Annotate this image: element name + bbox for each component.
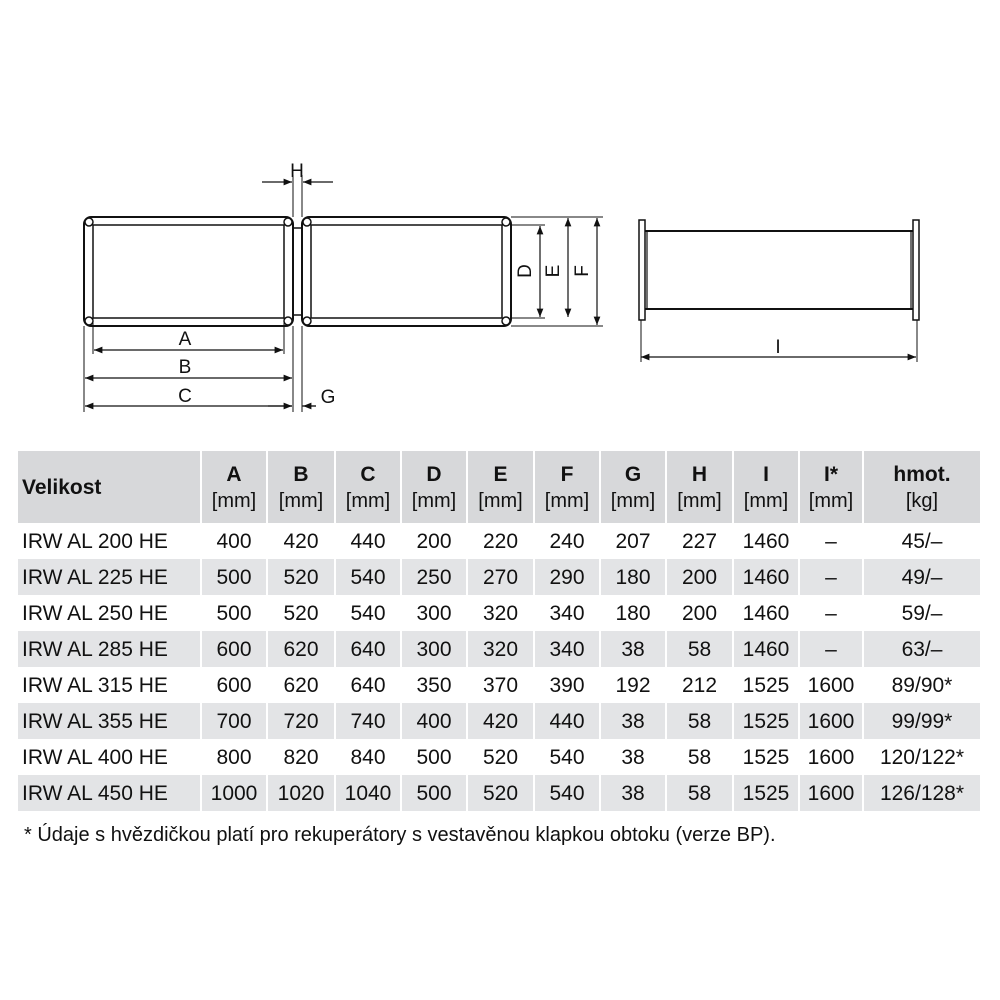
column-header-label: B	[293, 462, 309, 486]
value-cell: 200	[667, 559, 734, 595]
label-e: E	[543, 264, 564, 278]
table-row	[18, 703, 980, 739]
column-header-label: H	[691, 462, 708, 486]
value-cell: 1460	[734, 595, 800, 631]
value-cell: 200	[402, 523, 468, 559]
label-f: F	[572, 265, 593, 277]
value-cell: 700	[202, 703, 268, 739]
size-name-cell: IRW AL 355 HE	[18, 703, 202, 739]
value-cell: 212	[667, 667, 734, 703]
column-header-label: F	[560, 462, 574, 486]
value-cell: 540	[535, 775, 601, 811]
value-cell: 320	[468, 595, 535, 631]
column-header-unit: [kg]	[905, 489, 939, 512]
value-cell: 99/99*	[864, 703, 980, 739]
value-cell: 520	[468, 775, 535, 811]
column-header-label: D	[426, 462, 442, 486]
value-cell: 1460	[734, 631, 800, 667]
value-cell: 180	[601, 595, 667, 631]
value-cell: 640	[336, 667, 402, 703]
value-cell: 300	[402, 631, 468, 667]
value-cell: 63/–	[864, 631, 980, 667]
value-cell: 620	[268, 631, 336, 667]
value-cell: 250	[402, 559, 468, 595]
column-header: Velikost	[18, 451, 202, 523]
label-g: G	[320, 387, 336, 408]
value-cell: 220	[468, 523, 535, 559]
size-name-cell: IRW AL 225 HE	[18, 559, 202, 595]
spec-table	[18, 451, 980, 811]
value-cell: 420	[268, 523, 336, 559]
value-cell: 420	[468, 703, 535, 739]
column-header-label: G	[624, 462, 642, 486]
value-cell: 500	[202, 559, 268, 595]
value-cell: 540	[336, 595, 402, 631]
size-name-cell: IRW AL 285 HE	[18, 631, 202, 667]
value-cell: 58	[667, 739, 734, 775]
value-cell: 340	[535, 631, 601, 667]
value-cell: 1040	[336, 775, 402, 811]
value-cell: 820	[268, 739, 336, 775]
value-cell: 1460	[734, 559, 800, 595]
value-cell: 300	[402, 595, 468, 631]
value-cell: 38	[601, 703, 667, 739]
table-row	[18, 739, 980, 775]
value-cell: 620	[268, 667, 336, 703]
value-cell: 500	[402, 739, 468, 775]
value-cell: 370	[468, 667, 535, 703]
column-header	[402, 451, 468, 523]
size-name-cell: IRW AL 200 HE	[18, 523, 202, 559]
column-header-unit: [mm]	[211, 489, 257, 512]
value-cell: 600	[202, 631, 268, 667]
column-header-unit: [mm]	[677, 489, 722, 512]
value-cell: 207	[601, 523, 667, 559]
column-header-label: I	[763, 462, 769, 486]
value-cell: 1525	[734, 703, 800, 739]
value-cell: 290	[535, 559, 601, 595]
value-cell: 350	[402, 667, 468, 703]
value-cell: 270	[468, 559, 535, 595]
column-header-unit: [mm]	[610, 489, 656, 512]
value-cell: 800	[202, 739, 268, 775]
value-cell: 720	[268, 703, 336, 739]
label-i: I	[775, 337, 781, 358]
column-header	[667, 451, 734, 523]
column-header-label: I*	[823, 462, 838, 486]
value-cell: 520	[268, 559, 336, 595]
value-cell: 640	[336, 631, 402, 667]
column-header-label: hmot.	[893, 462, 951, 486]
value-cell: 1525	[734, 775, 800, 811]
value-cell: 49/–	[864, 559, 980, 595]
value-cell: 120/122*	[879, 745, 965, 769]
column-header-label: C	[360, 462, 376, 486]
label-b: B	[178, 357, 192, 378]
size-name-cell: IRW AL 315 HE	[18, 667, 202, 703]
column-header-unit: [mm]	[544, 489, 590, 512]
table-row	[18, 775, 980, 811]
size-name-cell: IRW AL 400 HE	[18, 739, 202, 775]
value-cell: 1525	[734, 667, 800, 703]
column-header	[800, 451, 864, 523]
value-cell: 340	[535, 595, 601, 631]
value-cell: 58	[667, 775, 734, 811]
value-cell: 1525	[734, 739, 800, 775]
value-cell: 540	[535, 739, 601, 775]
front-view	[84, 217, 511, 326]
column-header	[601, 451, 667, 523]
value-cell: 500	[202, 595, 268, 631]
value-cell: 320	[468, 631, 535, 667]
label-a: A	[178, 329, 192, 350]
column-header	[468, 451, 535, 523]
table-header-row	[18, 451, 980, 523]
column-header	[535, 451, 601, 523]
label-d: D	[515, 264, 536, 278]
value-cell: 180	[601, 559, 667, 595]
value-cell: 1600	[800, 775, 864, 811]
value-cell: 840	[336, 739, 402, 775]
label-h: H	[290, 161, 304, 182]
column-header-unit: [mm]	[478, 489, 523, 512]
value-cell: –	[800, 631, 864, 667]
value-cell: 192	[601, 667, 667, 703]
value-cell: –	[800, 595, 864, 631]
value-cell: 126/128*	[864, 775, 980, 811]
value-cell: 89/90*	[891, 673, 953, 697]
value-cell: 390	[535, 667, 601, 703]
column-header	[202, 451, 268, 523]
value-cell: 58	[667, 631, 734, 667]
value-cell: 227	[667, 523, 734, 559]
value-cell: 59/–	[901, 601, 943, 625]
value-cell: 740	[336, 703, 402, 739]
table-row	[18, 523, 980, 559]
label-c: C	[178, 386, 192, 407]
value-cell: 500	[402, 775, 468, 811]
value-cell: 200	[667, 595, 734, 631]
footnote: * Údaje s hvězdičkou platí pro rekuperátory s vestavěnou klapkou obtoku (verze BP).	[24, 824, 776, 846]
size-name-cell: IRW AL 450 HE	[18, 775, 202, 811]
value-cell: 58	[667, 703, 734, 739]
table-row	[18, 595, 980, 631]
table-body	[18, 523, 980, 811]
value-cell: 1600	[800, 667, 864, 703]
column-header	[864, 451, 980, 523]
column-header	[734, 451, 800, 523]
value-cell: 1600	[800, 739, 864, 775]
column-header-unit: [mm]	[743, 489, 789, 512]
value-cell: –	[800, 559, 864, 595]
value-cell: 45/–	[901, 529, 943, 553]
value-cell: 400	[202, 523, 268, 559]
column-header-label: A	[226, 462, 242, 486]
column-header-unit: [mm]	[278, 489, 324, 512]
column-header	[336, 451, 402, 523]
value-cell: –	[800, 523, 864, 559]
value-cell: 1600	[800, 703, 864, 739]
column-header	[268, 451, 336, 523]
value-cell: 540	[336, 559, 402, 595]
column-header-label: E	[493, 462, 508, 486]
size-name-cell: IRW AL 250 HE	[18, 595, 202, 631]
value-cell: 400	[402, 703, 468, 739]
technical-drawing	[0, 0, 1000, 440]
value-cell: 38	[601, 631, 667, 667]
value-cell: 440	[535, 703, 601, 739]
value-cell: 520	[268, 595, 336, 631]
value-cell: 520	[468, 739, 535, 775]
table-row	[18, 559, 980, 595]
value-cell: 1460	[734, 523, 800, 559]
table-row	[18, 631, 980, 667]
column-header-unit: [mm]	[808, 489, 854, 512]
column-header-unit: [mm]	[411, 489, 457, 512]
value-cell: 38	[601, 739, 667, 775]
table-row	[18, 667, 980, 703]
column-header-unit: [mm]	[345, 489, 391, 512]
value-cell: 1020	[268, 775, 336, 811]
value-cell: 440	[336, 523, 402, 559]
value-cell: 240	[535, 523, 601, 559]
value-cell: 1000	[202, 775, 268, 811]
value-cell: 600	[202, 667, 268, 703]
value-cell: 38	[601, 775, 667, 811]
